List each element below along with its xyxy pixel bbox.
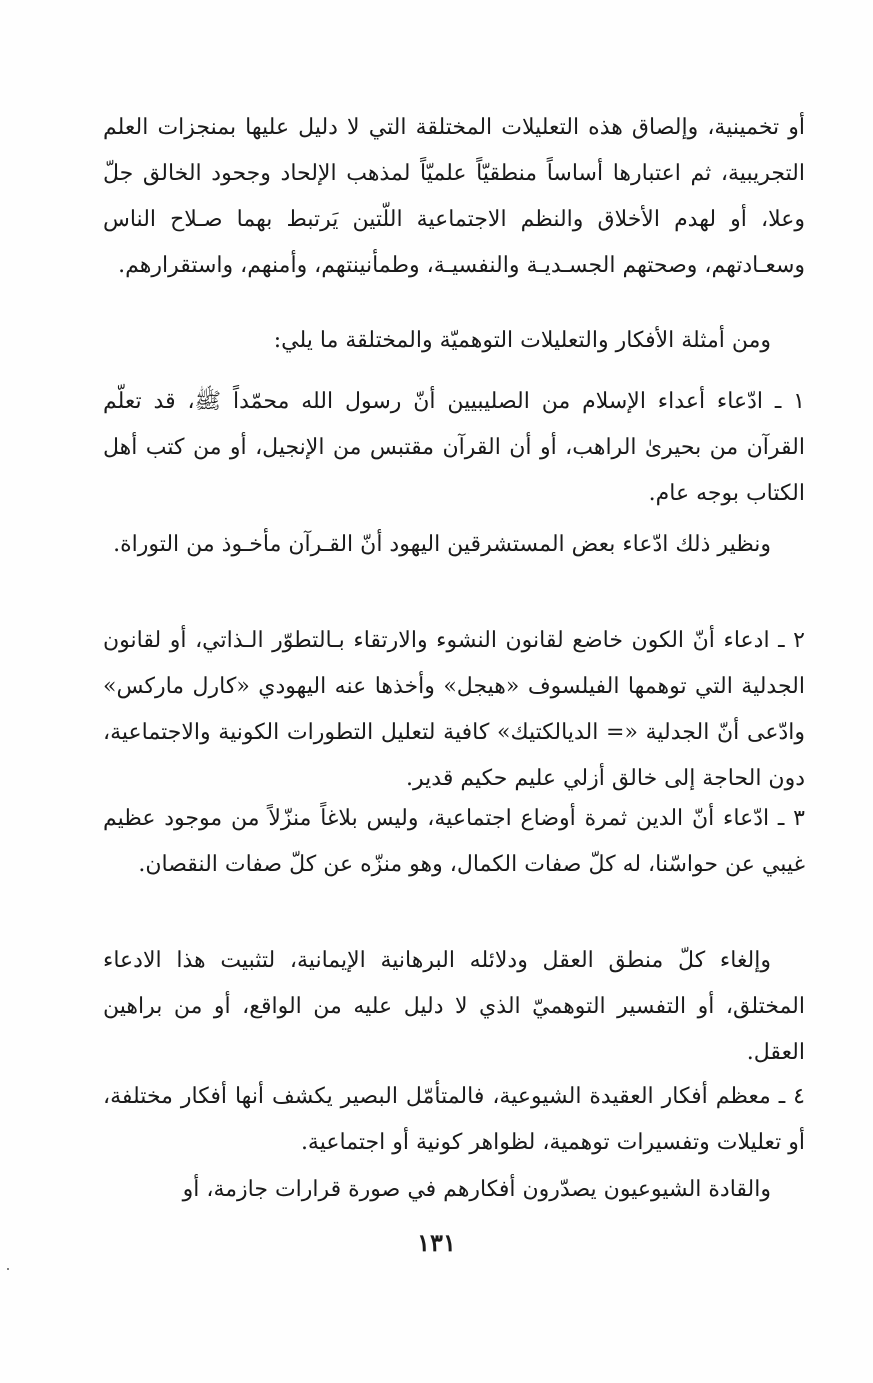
paragraph-continuation: أو تخمينية، وإلصاق هذه التعليلات المختلقة التي لا دليل عليها بمنجزات العلم التجريبية، ثم اعتبارها أساساً منطقيّاً علميّاً لمذهب الإلحاد وجحود الخالق جلّ وعلا، أو لهدم الأخلاق والنظم الاجتماعية اللّتين يَرتبط بهما صـلاح الناس وسعـادتهم، وصحتهم الجسـديـة والنفسيـة، وطمأنينتهم، وأمنهم، واستقرارهم. xyxy=(103,115,805,278)
page-body-text xyxy=(103,1167,805,1213)
paragraph-item-2: ٢ ـ ادعاء أنّ الكون خاضع لقانون النشوء والارتقاء بـالتطوّر الـذاتي، أو لقانون الجدلية التي توهمها الفيلسوف «هيجل» وأخذها عنه اليهودي «كارل ماركس» وادّعى أنّ الجدلية «= الديالكتيك» كافية لتعليل التطورات الكونية والاجتماعية، دون الحاجة إلى خالق أزلي عليم حكيم قدير. xyxy=(103,628,805,791)
page-body-text xyxy=(103,522,805,568)
paragraph-item-4: ٤ ـ معظم أفكار العقيدة الشيوعية، فالمتأمّل البصير يكشف أنها أفكار مختلفة، أو تعليلات وتفسيرات توهمية، لظواهر كونية أو اجتماعية. xyxy=(103,1084,805,1155)
page-body-text xyxy=(103,379,805,517)
paragraph-leaders: والقادة الشيوعيون يصدّرون أفكارهم في صورة قرارات جازمة، أو xyxy=(182,1177,771,1202)
page-number: ١٣١ xyxy=(417,1228,456,1257)
page-body-text xyxy=(103,105,805,289)
paragraph-orientalists: ونظير ذلك ادّعاء بعض المستشرقين اليهود أنّ القـرآن مأخـوذ من التوراة. xyxy=(113,532,771,557)
scan-speck xyxy=(7,1268,9,1270)
page-body-text xyxy=(103,938,805,1076)
page-body-text xyxy=(103,618,805,802)
paragraph-examples-intro: ومن أمثلة الأفكار والتعليلات التوهميّة والمختلقة ما يلي: xyxy=(273,328,771,353)
page-body-text xyxy=(103,1074,805,1166)
paragraph-item-1: ١ ـ ادّعاء أعداء الإسلام من الصليبيين أنّ رسول الله محمّداً ﷺ، قد تعلّم القرآن من بحيرىٰ الراهب، أو أن القرآن مقتبس من الإنجيل، أو من كتب أهل الكتاب بوجه عام. xyxy=(103,389,805,506)
paragraph-item-3: ٣ ـ ادّعاء أنّ الدين ثمرة أوضاع اجتماعية، وليس بلاغاً منزّلاً من موجود عظيم غيبي عن حواسّنا، له كلّ صفات الكمال، وهو منزّه عن كلّ صفات النقصان. xyxy=(103,806,805,877)
paragraph-reason: وإلغاء كلّ منطق العقل ودلائله البرهانية الإيمانية، لتثبيت هذا الادعاء المختلق، أو التفسير التوهميّ الذي لا دليل عليه من الواقع، أو من براهين العقل. xyxy=(103,948,805,1065)
page-body-text xyxy=(103,796,805,888)
page-body-text xyxy=(103,318,805,364)
